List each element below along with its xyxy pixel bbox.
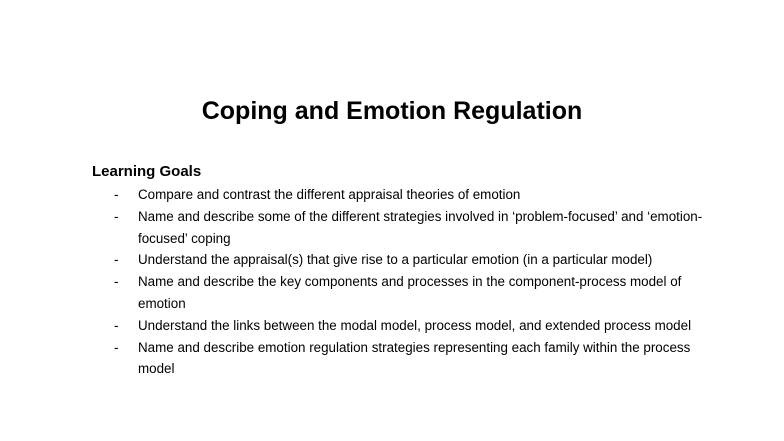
bullet-dash: - <box>114 187 119 202</box>
list-item <box>112 184 712 206</box>
bullet-dash: - <box>114 252 119 268</box>
section-heading: Learning Goals <box>92 163 202 180</box>
bullet-dash: - <box>114 317 119 333</box>
bullet-dash: - <box>114 274 119 290</box>
goal-text: Name and describe the key components and processes in the component-process model of emotion <box>138 274 682 311</box>
goal-text: Understand the links between the modal model, process model, and extended process model <box>138 317 692 333</box>
goal-text: Compare and contrast the different appraisal theories of emotion <box>138 187 521 202</box>
list-item <box>112 315 712 337</box>
bullet-dash: - <box>114 339 119 355</box>
list-item <box>112 249 712 271</box>
goal-text: Understand the appraisal(s) that give rise to a particular emotion (in a particular model) <box>138 252 653 268</box>
goal-text: Name and describe some of the different strategies involved in ‘problem-focused’ and ‘emotion-focused’ coping <box>138 208 703 246</box>
bullet-dash: - <box>114 208 119 224</box>
page-title: Coping and Emotion Regulation <box>201 97 583 125</box>
list-item <box>112 271 712 315</box>
goal-text: Name and describe emotion regulation strategies representing each family within the process model <box>138 339 691 377</box>
learning-goals-list <box>112 184 712 380</box>
list-item <box>112 337 712 381</box>
list-item <box>112 206 712 250</box>
